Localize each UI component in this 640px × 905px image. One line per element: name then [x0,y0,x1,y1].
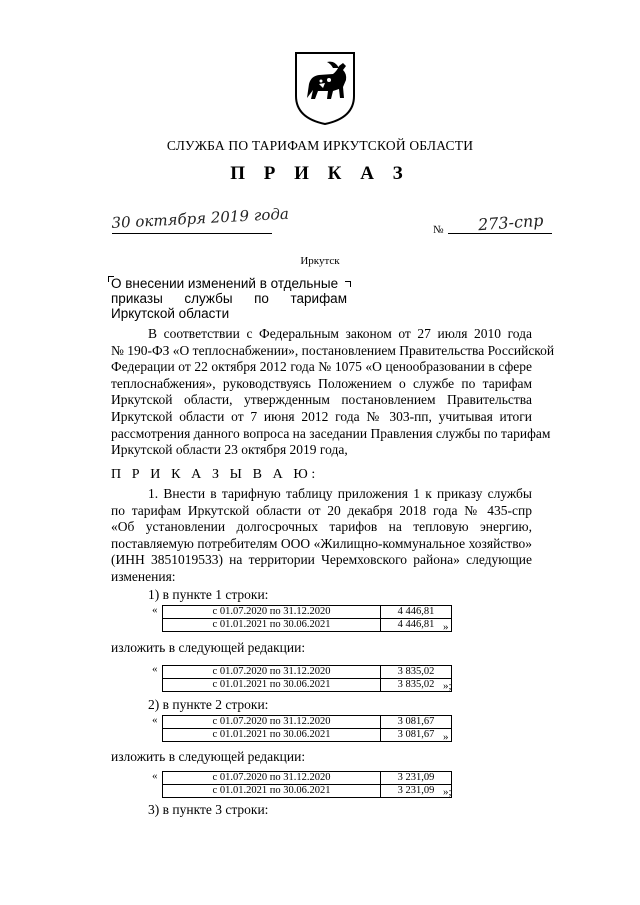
table-row: с 01.01.2021 по 30.06.2021 4 446,81 [163,619,452,632]
table-row: с 01.07.2020 по 31.12.2020 3 231,09 [163,772,452,785]
close-quote: »; [443,680,452,692]
close-quote: »; [443,786,452,798]
section-heading: 3) в пункте 3 строки: [148,802,269,817]
open-quote: « [152,770,158,782]
coat-of-arms-icon [293,50,357,126]
handwritten-number: 273-спр [477,210,545,235]
city: Иркутск [300,255,340,267]
section-subheading: изложить в следующей редакции: [111,749,306,764]
text-line: № 190-ФЗ «О теплоснабжении», постановлением Правительства Российской [111,342,555,358]
tariff-table-old [162,605,452,632]
text-line: 1. Внести в тарифную таблицу приложения 1 к приказу службы [148,486,532,501]
table-row: с 01.07.2020 по 31.12.2020 3 835,02 [163,666,452,679]
text-line: «Об установлении долгосрочных тарифов на тепловую энергию, [111,519,532,535]
section-heading: 2) в пункте 2 строки: [148,697,269,712]
table-row: с 01.07.2020 по 31.12.2020 4 446,81 [163,606,452,619]
table-row: с 01.01.2021 по 30.06.2021 3 081,67 [163,729,452,742]
text-line: по тарифам Иркутской области от 20 декабря 2018 года № 435-спр [111,502,532,518]
text-line: Иркутской области, утвержденным постановлением Правительства [111,392,532,408]
text-line: (ИНН 3851019533) на территории Черемховского района» следующие [111,552,532,568]
number-sign: № [433,224,444,236]
document-type: П Р И К А З [230,163,410,184]
section-heading: 1) в пункте 1 строки: [148,587,269,602]
text-line: Федерации от 22 октября 2012 года № 1075 «О ценообразовании в сфере [111,359,532,375]
organization-title: СЛУЖБА ПО ТАРИФАМ ИРКУТСКОЙ ОБЛАСТИ [166,138,474,153]
text-line: рассмотрения данного вопроса на заседании Правления службы по тарифам [111,425,551,441]
orders-label: П Р И К А З Ы В А Ю: [111,467,319,482]
subject-block [111,276,347,321]
table-row: с 01.01.2021 по 30.06.2021 3 835,02 [163,679,452,692]
tariff-table-old [162,715,452,742]
text-line: поставляемую потребителям ООО «Жилищно-коммунальное хозяйство» [111,535,532,551]
subject-line: О внесении изменений в отдельные [111,276,339,291]
open-quote: « [152,604,158,616]
open-quote: « [152,714,158,726]
subject-line: приказы службы по тарифам [111,291,347,306]
number-underline [448,233,552,234]
item1-paragraph [111,486,532,586]
text-line: изменения: [111,568,176,584]
preamble-paragraph [111,326,555,459]
date-underline [112,233,272,234]
subject-line: Иркутской области [111,306,230,321]
tariff-table-new [162,665,452,692]
table-row: с 01.01.2021 по 30.06.2021 3 231,09 [163,785,452,798]
section-subheading: изложить в следующей редакции: [111,640,306,655]
open-quote: « [152,663,158,675]
text-line: В соответствии с Федеральным законом от 27 июля 2010 года [148,326,532,341]
tariff-table-new [162,771,452,798]
table-row: с 01.07.2020 по 31.12.2020 3 081,67 [163,716,452,729]
text-line: теплоснабжения», руководствуясь Положением о службе по тарифам [111,375,532,391]
text-line: Иркутской области от 7 июня 2012 года № 303-пп, учитывая итоги [111,408,532,424]
close-quote: » [443,731,449,743]
handwritten-date: 30 октября 2019 года [111,204,290,232]
text-line: Иркутской области 23 октября 2019 года, [111,442,348,458]
close-quote: » [443,621,449,633]
